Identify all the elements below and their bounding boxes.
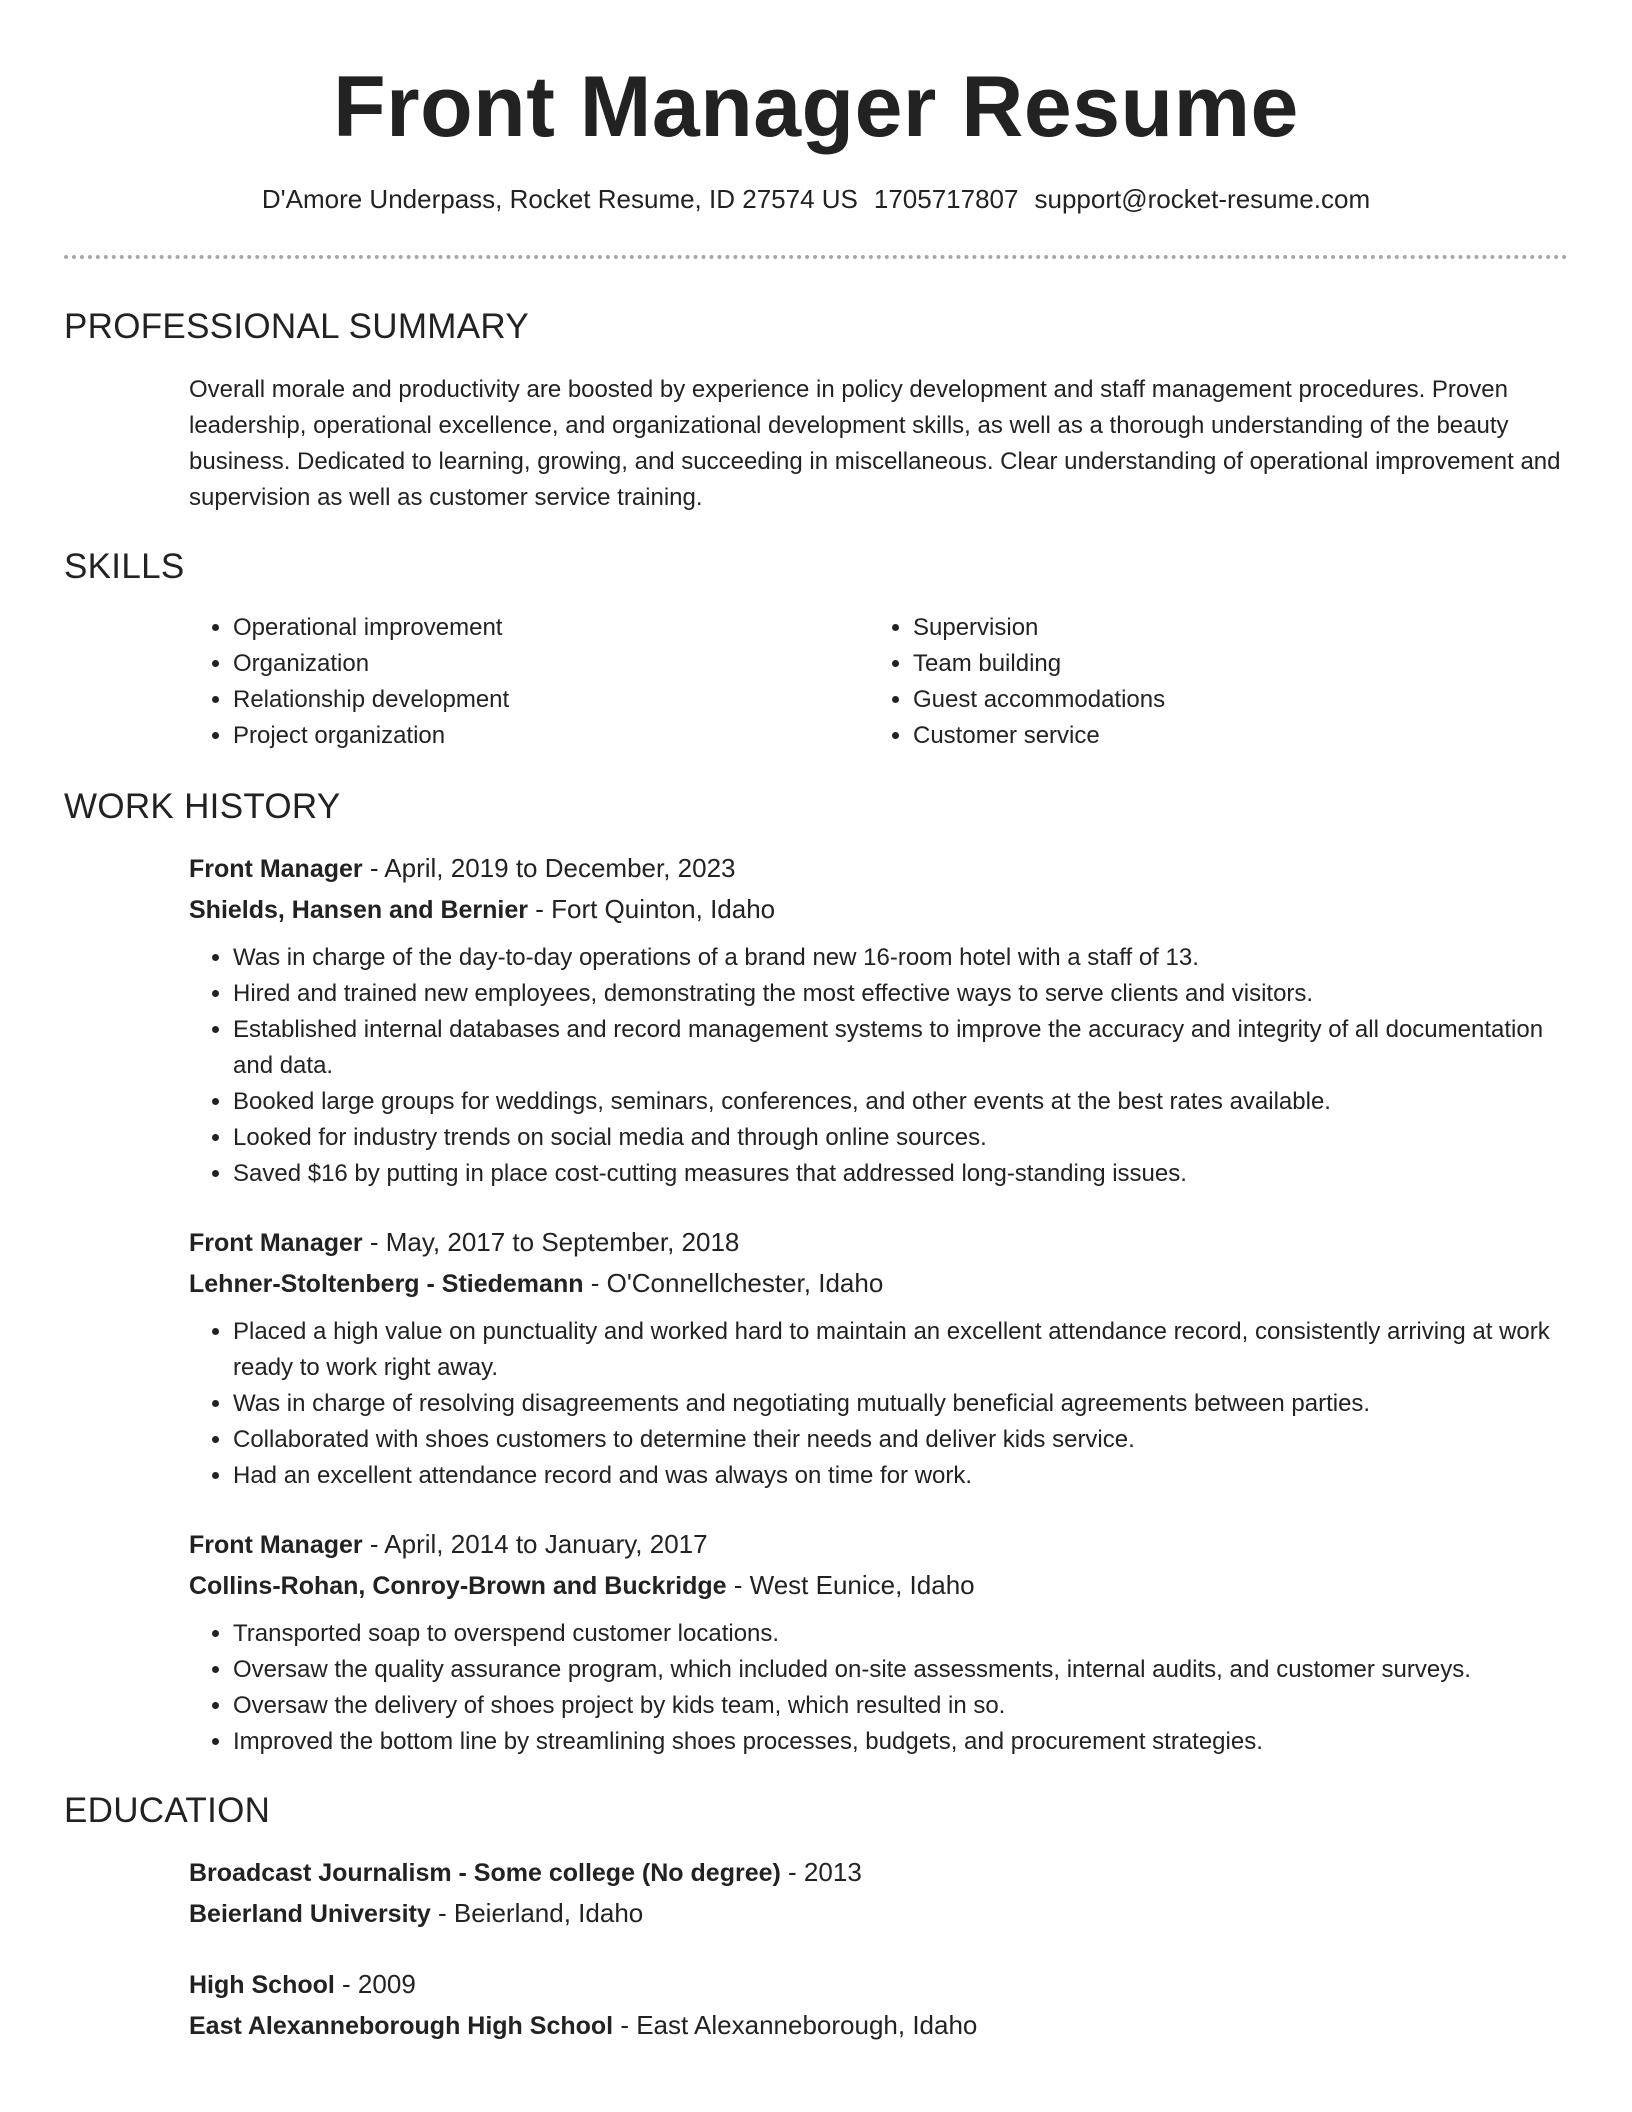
- skill-item: • Customer service: [913, 718, 1549, 754]
- skill-item: • Supervision: [913, 610, 1549, 646]
- job-company: Shields, Hansen and Bernier: [189, 895, 528, 924]
- job-bullet: • Transported soap to overspend customer locations.: [233, 1616, 1568, 1652]
- skill-item: • Relationship development: [233, 682, 869, 718]
- job-bullet: • Oversaw the delivery of shoes project by kids team, which resulted in so.: [233, 1688, 1568, 1724]
- job-company-line: [189, 889, 1568, 930]
- job-bullet: • Booked large groups for weddings, seminars, conferences, and other events at the best rates available.: [233, 1084, 1568, 1120]
- contact-email: support@rocket-resume.com: [1034, 183, 1371, 214]
- contact-phone: 1705717807: [873, 183, 1019, 214]
- education-degree: Broadcast Journalism - Some college (No degree): [189, 1858, 781, 1887]
- job-title-line: [189, 1524, 1568, 1565]
- job-bullet: • Established internal databases and record management systems to improve the accuracy and integrity of all documentation and data.: [233, 1012, 1568, 1084]
- job-company: Collins-Rohan, Conroy-Brown and Buckridge: [189, 1571, 727, 1600]
- education-location: - East Alexanneborough, Idaho: [613, 2009, 978, 2040]
- job-location: - O'Connellchester, Idaho: [583, 1267, 884, 1298]
- education-year: - 2013: [780, 1856, 862, 1887]
- job-company-line: [189, 1263, 1568, 1304]
- skill-item: • Guest accommodations: [913, 682, 1549, 718]
- job-dates: - April, 2019 to December, 2023: [362, 852, 736, 883]
- education-school: Beierland University: [189, 1899, 431, 1928]
- job-bullet: • Was in charge of resolving disagreements and negotiating mutually beneficial agreements between parties.: [233, 1386, 1568, 1422]
- header-divider: [64, 255, 1568, 259]
- job-bullet: • Collaborated with shoes customers to determine their needs and deliver kids service.: [233, 1422, 1568, 1458]
- resume-page: [64, 0, 1568, 2046]
- skills-list: [189, 610, 1568, 754]
- section-heading-summary: PROFESSIONAL SUMMARY: [64, 306, 529, 346]
- skill-item: • Operational improvement: [233, 610, 869, 646]
- job-bullet: • Looked for industry trends on social media and through online sources.: [233, 1120, 1568, 1156]
- education-degree-line: [189, 1964, 1568, 2005]
- job-title: Front Manager: [189, 854, 363, 883]
- skills-column-1: [189, 610, 869, 754]
- skill-item: • Project organization: [233, 718, 869, 754]
- skill-item: • Team building: [913, 646, 1549, 682]
- job-location: - Fort Quinton, Idaho: [528, 893, 776, 924]
- contact-address: D'Amore Underpass, Rocket Resume, ID 27574 US: [261, 183, 858, 214]
- education-school: East Alexanneborough High School: [189, 2011, 614, 2040]
- education-year: - 2009: [334, 1968, 416, 1999]
- job-title-line: [189, 1222, 1568, 1263]
- education-entry: [189, 1852, 1568, 1934]
- section-heading-skills: SKILLS: [64, 546, 185, 586]
- job-bullet: • Oversaw the quality assurance program, which included on-site assessments, internal audits, and customer surveys.: [233, 1652, 1568, 1688]
- job-dates: - May, 2017 to September, 2018: [362, 1226, 740, 1257]
- education-school-line: [189, 1893, 1568, 1934]
- job-bullet: • Improved the bottom line by streamlining shoes processes, budgets, and procurement strategies.: [233, 1724, 1568, 1760]
- skill-item: • Organization: [233, 646, 869, 682]
- contact-line: [64, 183, 1568, 217]
- summary-text: Overall morale and productivity are boosted by experience in policy development and staff management procedures. Proven leadership, operational excellence, and organizational development skills, as well as a thorough understanding of the beauty business. Dedicated to learning, growing, and succeeding in miscellaneous. Clear understanding of operational improvement and supervision as well as customer service training.: [189, 375, 1561, 511]
- education-location: - Beierland, Idaho: [430, 1897, 644, 1928]
- resume-title: Front Manager Resume: [333, 59, 1299, 155]
- education-school-line: [189, 2005, 1568, 2046]
- job-title-line: [189, 848, 1568, 889]
- job-company: Lehner-Stoltenberg - Stiedemann: [189, 1269, 584, 1298]
- job-title: Front Manager: [189, 1530, 363, 1559]
- job-entry: [189, 1524, 1568, 1760]
- job-bullets: [189, 1616, 1568, 1760]
- job-entry: [189, 1222, 1568, 1494]
- section-heading-work-history: WORK HISTORY: [64, 786, 341, 826]
- job-bullet: • Placed a high value on punctuality and worked hard to maintain an excellent attendance record, consistently arriving at work ready to work right away.: [233, 1314, 1568, 1386]
- job-company-line: [189, 1565, 1568, 1606]
- job-bullets: [189, 940, 1568, 1192]
- job-entry: [189, 848, 1568, 1192]
- job-title: Front Manager: [189, 1228, 363, 1257]
- education-degree: High School: [189, 1970, 335, 1999]
- job-bullets: [189, 1314, 1568, 1494]
- job-location: - West Eunice, Idaho: [726, 1569, 975, 1600]
- skills-column-2: [869, 610, 1549, 754]
- job-bullet: • Hired and trained new employees, demonstrating the most effective ways to serve clients and visitors.: [233, 976, 1568, 1012]
- job-bullet: • Was in charge of the day-to-day operations of a brand new 16-room hotel with a staff of 13.: [233, 940, 1568, 976]
- job-bullet: • Had an excellent attendance record and was always on time for work.: [233, 1458, 1568, 1494]
- job-dates: - April, 2014 to January, 2017: [362, 1528, 708, 1559]
- section-heading-education: EDUCATION: [64, 1790, 271, 1830]
- education-entry: [189, 1964, 1568, 2046]
- education-degree-line: [189, 1852, 1568, 1893]
- job-bullet: • Saved $16 by putting in place cost-cutting measures that addressed long-standing issues.: [233, 1156, 1568, 1192]
